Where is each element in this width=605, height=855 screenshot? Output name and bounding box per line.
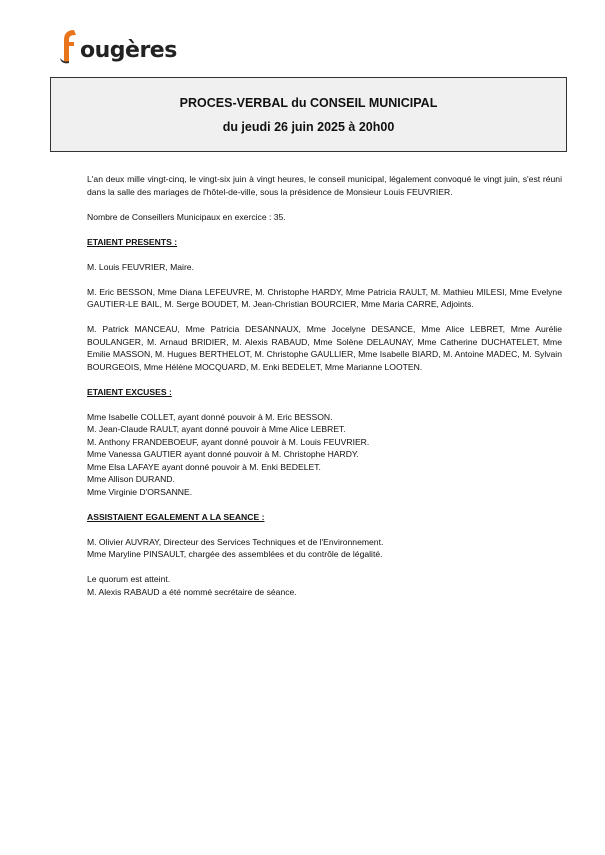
maire-line: M. Louis FEUVRIER, Maire. [87,261,194,272]
document-title: PROCES-VERBAL du CONSEIL MUNICIPAL [179,96,438,110]
assistant-line: M. Olivier AUVRAY, Directeur des Services Techniques et de l'Environnement. [87,536,384,547]
presents-heading: ETAIENT PRESENTS : [87,236,178,247]
adjoints-paragraph: M. Eric BESSON, Mme Diana LEFEUVRE, M. Christophe HARDY, Mme Patricia RAULT, M. Mathieu MILESI, Mme Evelyne GAUTIER-LE BAIL, M. Serge BOUDET, M. Jean-Christian BOURCIER, Mme Maria CARRE, Adjoints. [87,286,562,309]
quorum-line: Le quorum est atteint. [87,574,171,584]
title-box [50,77,567,152]
document-body [87,173,562,598]
logo-text: ougères [80,38,177,63]
excuses-heading: ETAIENT EXCUSES : [87,386,172,397]
excuse-line: Mme Vanessa GAUTIER ayant donné pouvoir à M. Christophe HARDY. [87,449,359,459]
nombre-conseillers: Nombre de Conseillers Municipaux en exercice : 35. [87,211,286,222]
fougeres-logo [57,28,177,64]
document-date: du jeudi 26 juin 2025 à 20h00 [222,120,395,134]
excuse-line: M. Anthony FRANDEBOEUF, ayant donné pouvoir à M. Louis FEUVRIER. [87,436,370,447]
excuse-line: M. Jean-Claude RAULT, ayant donné pouvoir à Mme Alice LEBRET. [87,424,346,434]
logo-f-icon [57,28,79,64]
assistaient-heading: ASSISTAIENT EGALEMENT A LA SEANCE : [87,511,265,522]
conseillers-paragraph: M. Patrick MANCEAU, Mme Patricia DESANNAUX, Mme Jocelyne DESANCE, Mme Alice LEBRET, Mme Aurélie BOULANGER, M. Arnaud BRIDIER, M. Alexis RABAUD, Mme Solène DELAUNAY, Mme Catherine DUCHATELET, Mme Emilie MASSON, M. Hugues BERTHELOT, M. Christophe GAULLIER, Mme Isabelle BIARD, M. Antoine MADEC, M. Sylvain BOURGEOIS, Mme Hélène MOCQUARD, M. Enki BEDELET, Mme Marianne LOOTEN. [87,324,562,372]
secretaire-line: M. Alexis RABAUD a été nommé secrétaire de séance. [87,586,297,597]
excuse-line: Mme Virginie D'ORSANNE. [87,486,193,497]
intro-paragraph: L'an deux mille vingt-cinq, le vingt-six juin à vingt heures, le conseil municipal, légalement convoqué le vingt juin, s'est réuni dans la salle des mariages de l'hôtel-de-ville, sous la présidence de Monsieur Louis FEUVRIER. [87,174,562,197]
excuse-line: Mme Elsa LAFAYE ayant donné pouvoir à M. Enki BEDELET. [87,461,321,472]
excuse-line: Mme Isabelle COLLET, ayant donné pouvoir à M. Eric BESSON. [87,411,333,422]
assistant-line: Mme Maryline PINSAULT, chargée des assemblées et du contrôle de légalité. [87,549,383,559]
excuse-line: Mme Allison DURAND. [87,474,175,484]
